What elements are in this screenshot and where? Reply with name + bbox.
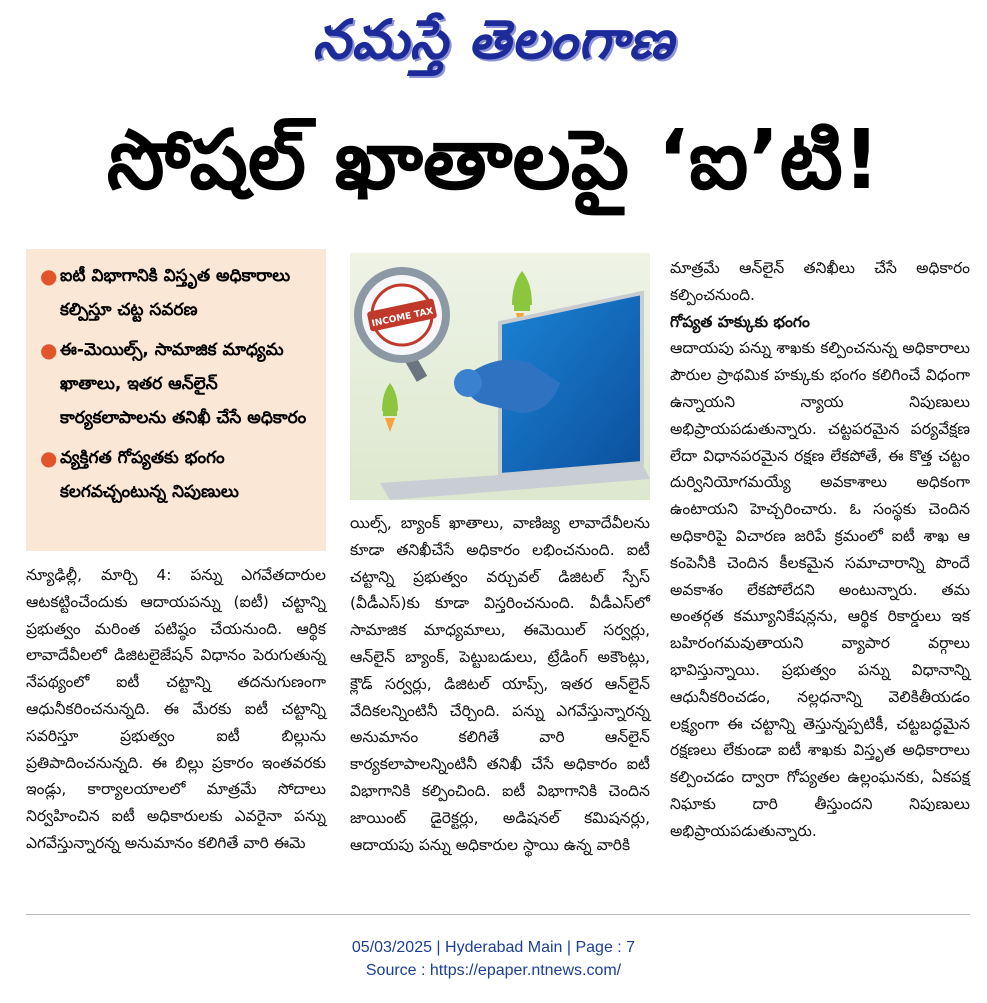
column-2-text: యిల్స్, బ్యాంక్ ఖాతాలు, వాణిజ్య లావాదేవీలను కూడా తనిఖీచేసే అధికారం లభించనుంది. ఐటీ చట్టాన్ని ప్రభుత్వం వర్చువల్ డిజిటల్ స్పేస్ (వీడీఎస్)కు కూడా విస్తరించనుంది. వీడీఎస్‌లో సామాజిక మాధ్యమాలు, ఈమెయిల్ సర్వర్లు, ఆన్‌లైన్ బ్యాంక్, పెట్టుబడులు, ట్రేడింగ్ అకౌంట్లు, క్లౌడ్ సర్వర్లు, డిజిటల్ యాప్స్, ఇతర ఆన్‌లైన్ వేదికలన్నింటినీ చేర్చింది. పన్ను ఎగవేస్తున్నారన్న అనుమానం కలిగితే వారి ఆన్‌లైన్ కార్యకలాపాలన్నింటినీ తనిఖీ చేసే అధికారం ఐటీ విభాగానికి కల్పించింది. ఐటీ విభాగానికి చెందిన జాయింట్ డైరెక్టర్లు, అడిషనల్ కమిషనర్లు, ఆదాయపు పన్ను అధికారుల స్థాయి ఉన్న వారికి (350, 514, 650, 854)
article-illustration (350, 253, 650, 500)
newspaper-masthead (0, 4, 987, 76)
article-column-3 (670, 255, 970, 845)
highlight-text: వ్యక్తిగత గోప్యతకు భంగం కలగవచ్చంటున్న నిపుణులు (60, 448, 239, 502)
bullet-icon: ● (40, 264, 58, 288)
footer-source-link[interactable]: Source : https://epaper.ntnews.com/ (365, 962, 622, 979)
headline-text: సోషల్ ఖాతాలపై ‘ఐ’టి! (106, 113, 881, 208)
highlight-text: ఈ-మెయిల్స్, సామాజిక మాధ్యమ ఖాతాలు, ఇతర ఆన్‌లైన్ కార్యకలాపాలను తనిఖీ చేసే అధికారం (60, 340, 307, 428)
article-column-2 (350, 510, 650, 858)
highlight-text: ఐటీ విభాగానికి విస్తృత అధికారాలు కల్పిస్తూ చట్ట సవరణ (60, 266, 291, 320)
article-headline (0, 86, 987, 236)
highlights-box (26, 249, 326, 551)
highlight-item (40, 333, 318, 435)
masthead-title: నమస్తే తెలంగాణ (312, 8, 675, 71)
column-3-text: ఆదాయపు పన్ను శాఖకు కల్పించనున్న అధికారాలు పౌరుల ప్రాథమిక హక్కుకు భంగం కలిగించే విధంగా ఉన్నాయని న్యాయ నిపుణులు అభిప్రాయపడుతున్నారు. చట్టపరమైన పర్యవేక్షణ లేదా విధానపరమైన రక్షణ లేకపోతే, ఈ కొత్త చట్టం దుర్వినియోగమయ్యే అవకాశాలు అధికంగా ఉంటాయని హెచ్చరించారు. ఓ సంస్థకు చెందిన అధికారిపై విచారణ జరిపే క్రమంలో ఐటీ శాఖ ఆ కంపెనీకి చెందిన కీలకమైన సమాచారాన్ని పొందే అవకాశం లేకపోలేదని అంటున్నారు. తమ అంతర్గత కమ్యూనికేషన్లను, ఆర్థిక రికార్డులు ఇక బహిరంగమవుతాయని వ్యాపార వర్గాలు భావిస్తున్నాయి. ప్రభుత్వం పన్ను విధానాన్ని ఆధునీకరించడం, నల్లధనాన్ని వెలికితీయడం లక్ష్యంగా ఈ చట్టాన్ని తెస్తున్నప్పటికీ, చట్టబద్ధమైన రక్షణలు లేకుండా ఐటీ శాఖకు విస్తృత అధికారాలు కల్పించడం ద్వారా గోప్యతల ఉల్లంఘనకు, ఏకపక్ష నిఘాకు దారి తీస్తుందని నిపుణులు అభిప్రాయపడుతున్నారు. (670, 339, 970, 840)
highlight-item (40, 441, 318, 509)
footer-edition-info: 05/03/2025 | Hyderabad Main | Page : 7 (351, 939, 636, 956)
article-column-1 (26, 562, 326, 857)
footer-divider (26, 914, 970, 915)
income-tax-laptop-illustration (350, 253, 650, 500)
bullet-icon: ● (40, 338, 58, 362)
column-3-intro: మాత్రమే ఆన్‌లైన్ తనిఖీలు చేసే అధికారం కల్పించనుంది. (670, 259, 970, 304)
column-3-subheading: గోప్యత హక్కుకు భంగం (670, 312, 810, 331)
stamp-label: INCOME TAX (370, 306, 435, 330)
highlight-item (40, 259, 318, 327)
column-1-text: న్యూఢిల్లీ, మార్చి 4: పన్ను ఎగవేతదారుల ఆటకట్టించేందుకు ఆదాయపన్ను (ఐటీ) చట్టాన్ని ప్రభుత్వం మరింత పటిష్ఠం చేయనుంది. ఆర్థిక లావాదేవీలలో డిజిటలైజేషన్ విధానం పెరుగుతున్న నేపథ్యంలో ఐటీ చట్టాన్ని తదనుగుణంగా ఆధునీకరించనున్నది. ఈ మేరకు ఐటీ చట్టాన్ని సవరిస్తూ ప్రభుత్వం ఐటీ బిల్లును ప్రతిపాదించనున్నది. ఈ బిల్లు ప్రకారం ఇంతవరకు ఇండ్లు, కార్యాలయాలలో మాత్రమే సోదాలు నిర్వహించిన ఐటీ అధికారులకు ఎవరైనా పన్ను ఎగవేస్తున్నారన్న అనుమానం కలిగితే వారి ఈమె (26, 566, 326, 852)
bullet-icon: ● (40, 446, 58, 470)
